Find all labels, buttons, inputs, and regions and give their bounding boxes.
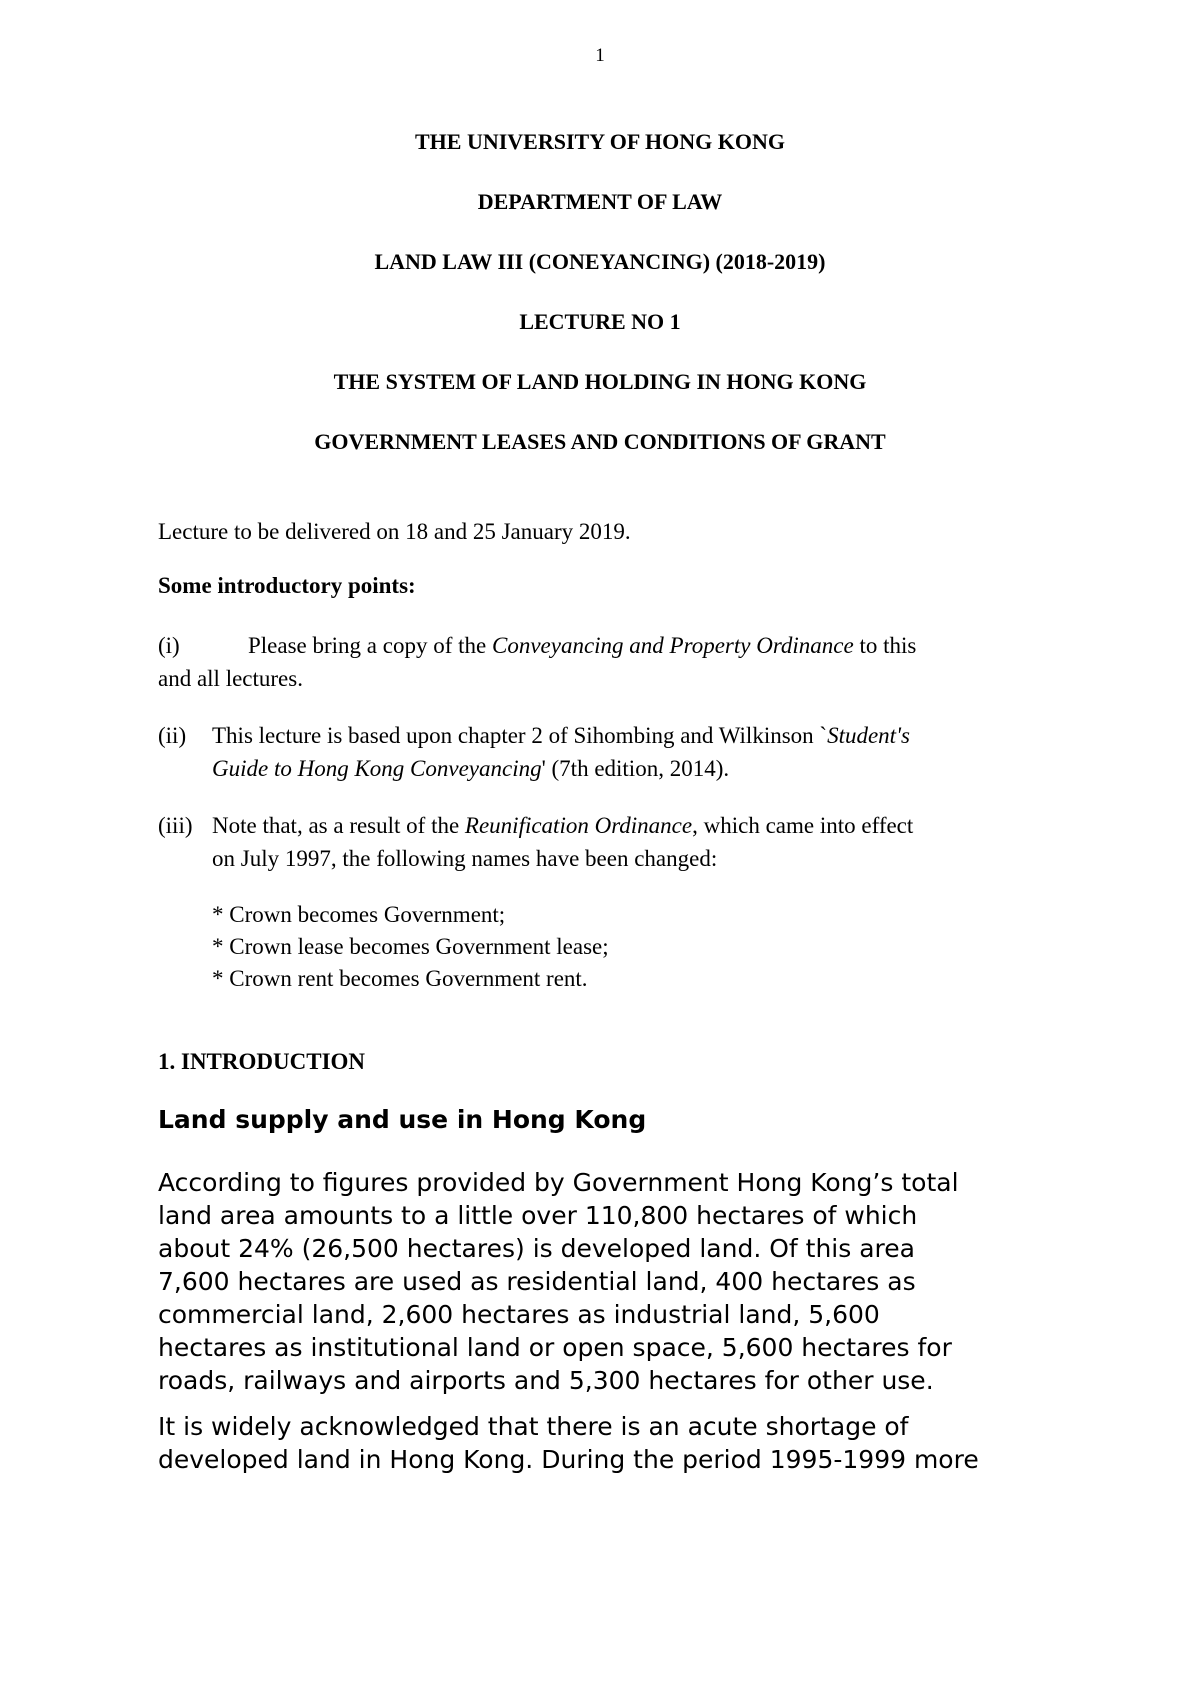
paragraph-line: land area amounts to a little over 110,800 hectares of which [158,1201,918,1230]
name-changes-list [212,899,609,995]
subheading-land-supply: Land supply and use in Hong Kong [158,1105,647,1134]
point-iii-line2: on July 1997, the following names have been changed: [212,846,718,871]
delivery-note: Lecture to be delivered on 18 and 25 January 2019. [158,519,631,544]
paragraph-line: roads, railways and airports and 5,300 hectares for other use. [158,1366,934,1395]
point-i-italic: Conveyancing and Property Ordinance [491,633,854,658]
paragraph-line: about 24% (26,500 hectares) is developed land. Of this area [158,1234,915,1263]
list-item: * Crown becomes Government; [212,902,506,927]
heading-course: LAND LAW III (CONEYANCING) (2018-2019) [374,249,826,274]
page-number: 1 [595,45,605,66]
point-iii-label: (iii) [158,813,193,838]
paragraph-line: According to figures provided by Government Hong Kong’s total [158,1168,959,1197]
paragraph-line: It is widely acknowledged that there is an acute shortage of [158,1412,909,1441]
section-heading-introduction: 1. INTRODUCTION [158,1049,366,1074]
heading-topic: THE SYSTEM OF LAND HOLDING IN HONG KONG [333,369,867,394]
point-iii-post: , which came into effect [692,813,914,838]
point-ii-italic1: Student's [827,723,910,748]
paragraph-line: hectares as institutional land or open space, 5,600 hectares for [158,1333,952,1362]
point-ii-line1 [212,719,910,752]
point-i-post: to this [853,633,917,658]
point-iii-italic: Reunification Ordinance [464,813,693,838]
point-ii-post: ' (7th edition, 2014). [541,756,730,781]
point-i-line2: and all lectures. [158,666,303,691]
point-iii-line1 [212,809,913,842]
point-i-label: (i) [158,633,180,658]
point-iii-pre: Note that, as a result of the [212,813,465,838]
point-i-line1 [248,629,1108,662]
paragraph-land-figures [158,1166,1108,1397]
paragraph-land-shortage [158,1410,1108,1476]
intro-heading: Some introductory points: [158,573,416,598]
paragraph-line: 7,600 hectares are used as residential land, 400 hectares as [158,1267,916,1296]
list-item: * Crown rent becomes Government rent. [212,966,588,991]
point-ii-italic2: Guide to Hong Kong Conveyancing [212,756,542,781]
paragraph-line: developed land in Hong Kong. During the period 1995-1999 more [158,1445,979,1474]
heading-subtopic: GOVERNMENT LEASES AND CONDITIONS OF GRANT [314,429,886,454]
point-ii-line2 [212,752,729,785]
point-ii-pre: This lecture is based upon chapter 2 of Sihombing and Wilkinson ` [212,723,828,748]
paragraph-line: commercial land, 2,600 hectares as industrial land, 5,600 [158,1300,880,1329]
heading-lecture: LECTURE NO 1 [519,309,681,334]
point-i-pre: Please bring a copy of the [248,633,492,658]
heading-department: DEPARTMENT OF LAW [477,189,723,214]
heading-university: THE UNIVERSITY OF HONG KONG [415,129,785,154]
point-ii-label: (ii) [158,723,187,748]
list-item: * Crown lease becomes Government lease; [212,934,609,959]
